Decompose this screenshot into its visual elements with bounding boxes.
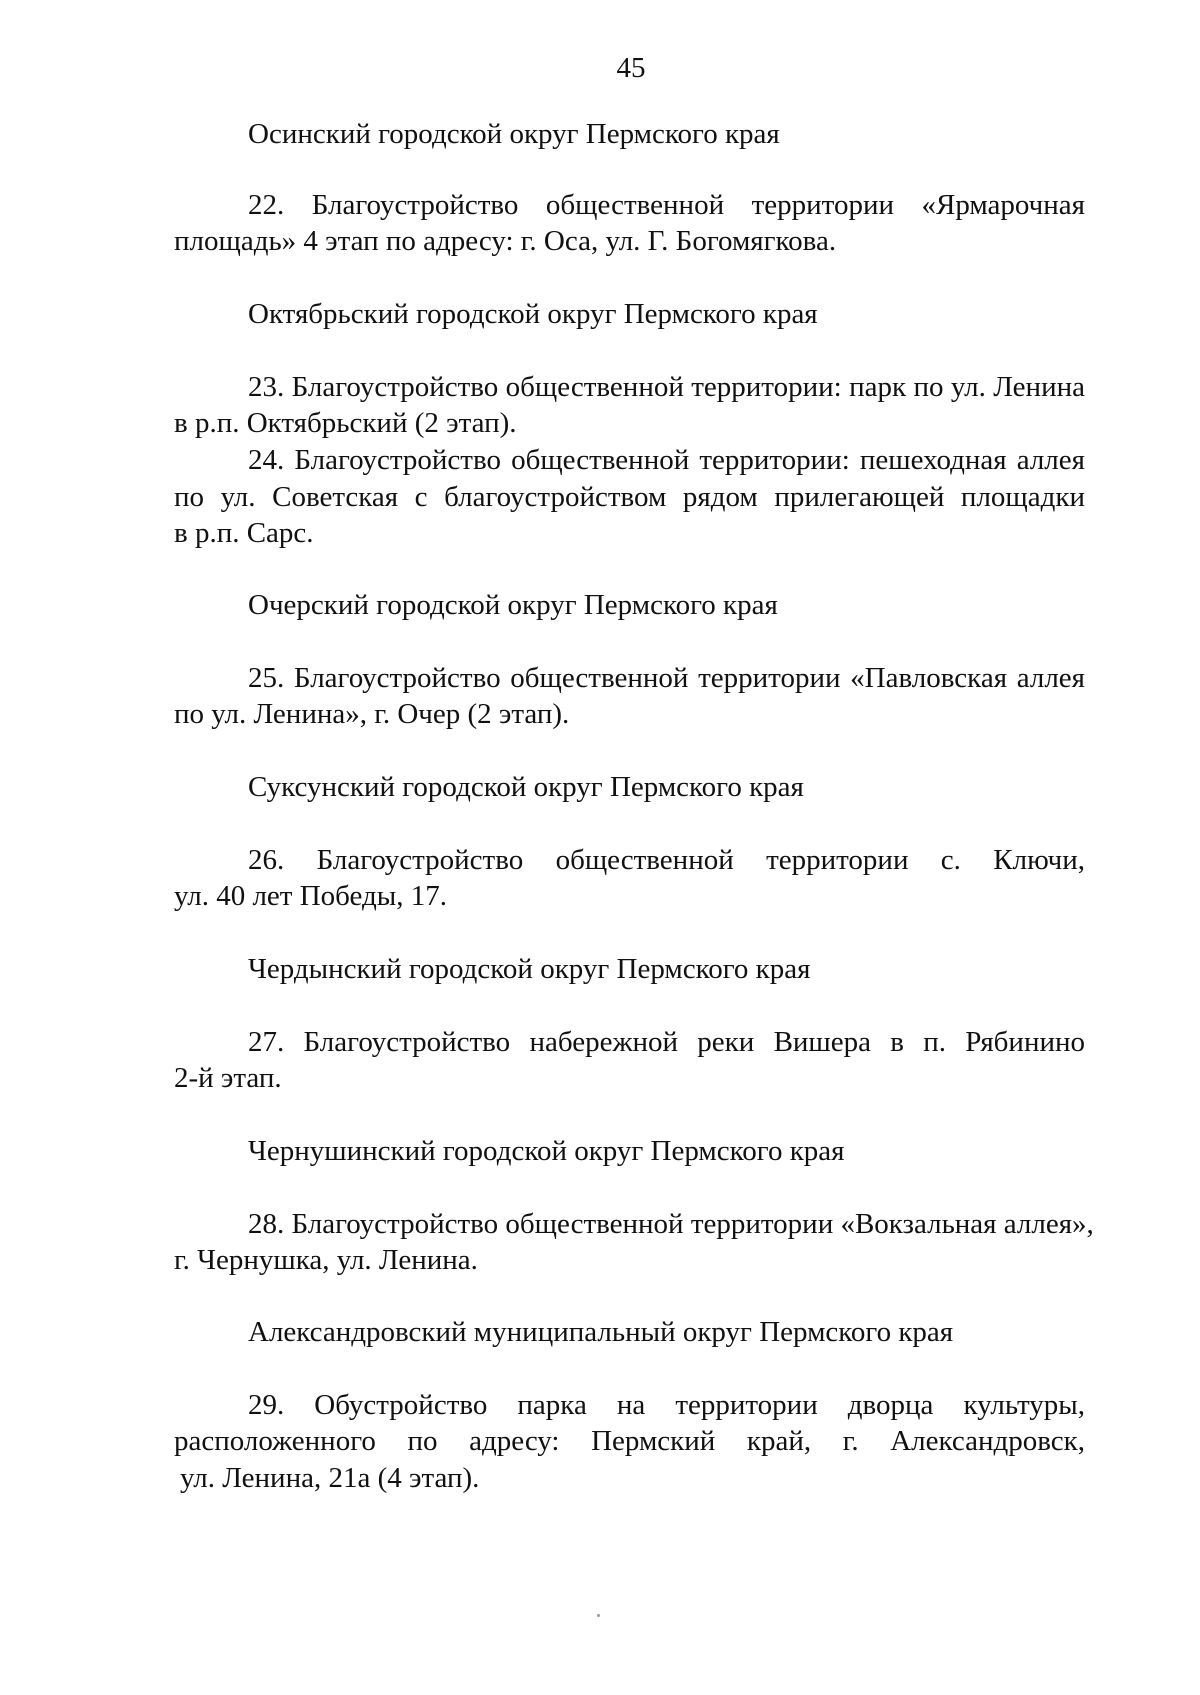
section-heading-oktyabrsky: Октябрьский городской округ Пермского края bbox=[248, 298, 818, 330]
item-23-line-1: 23. Благоустройство общественной территории: парк по ул. Ленина bbox=[248, 371, 1085, 403]
item-28-line-2: г. Чернушка, ул. Ленина. bbox=[174, 1244, 478, 1276]
scan-speck bbox=[597, 1614, 600, 1617]
page-number: 45 bbox=[616, 52, 646, 84]
item-29-line-1: 29. Обустройство парка на территории дворца культуры, bbox=[248, 1389, 1085, 1421]
section-heading-ochyor: Очерский городской округ Пермского края bbox=[248, 589, 778, 621]
item-25-line-1: 25. Благоустройство общественной территории «Павловская аллея bbox=[248, 662, 1085, 694]
section-heading-cherdyn: Чердынский городской округ Пермского края bbox=[248, 953, 811, 985]
item-24-line-1: 24. Благоустройство общественной территории: пешеходная аллея bbox=[248, 444, 1085, 476]
item-29-line-3: ул. Ленина, 21а (4 этап). bbox=[180, 1462, 480, 1494]
item-24-line-2: по ул. Советская с благоустройством рядом прилегающей площадки bbox=[174, 481, 1085, 513]
item-26-line-2: ул. 40 лет Победы, 17. bbox=[174, 880, 448, 912]
item-24-line-3: в р.п. Сарс. bbox=[174, 517, 314, 549]
item-26-line-1: 26. Благоустройство общественной территории с. Ключи, bbox=[248, 844, 1085, 876]
item-22-line-2: площадь» 4 этап по адресу: г. Оса, ул. Г. Богомягкова. bbox=[174, 225, 837, 257]
item-28-line-1: 28. Благоустройство общественной территории «Вокзальная аллея», bbox=[248, 1208, 1094, 1240]
item-29-line-2: расположенного по адресу: Пермский край, г. Александровск, bbox=[174, 1425, 1085, 1457]
section-heading-chernushka: Чернушинский городской округ Пермского края bbox=[248, 1135, 845, 1167]
section-heading-suksun: Суксунский городской округ Пермского края bbox=[248, 771, 804, 803]
item-23-line-2: в р.п. Октябрьский (2 этап). bbox=[174, 407, 517, 439]
section-heading-osa: Осинский городской округ Пермского края bbox=[248, 118, 780, 150]
item-27-line-1: 27. Благоустройство набережной реки Вишера в п. Рябинино bbox=[248, 1026, 1085, 1058]
item-25-line-2: по ул. Ленина», г. Очер (2 этап). bbox=[174, 698, 570, 730]
item-22-line-1: 22. Благоустройство общественной территории «Ярмарочная bbox=[248, 189, 1085, 221]
section-heading-aleksandrovsk: Александровский муниципальный округ Пермского края bbox=[248, 1316, 954, 1348]
item-27-line-2: 2-й этап. bbox=[174, 1062, 282, 1094]
